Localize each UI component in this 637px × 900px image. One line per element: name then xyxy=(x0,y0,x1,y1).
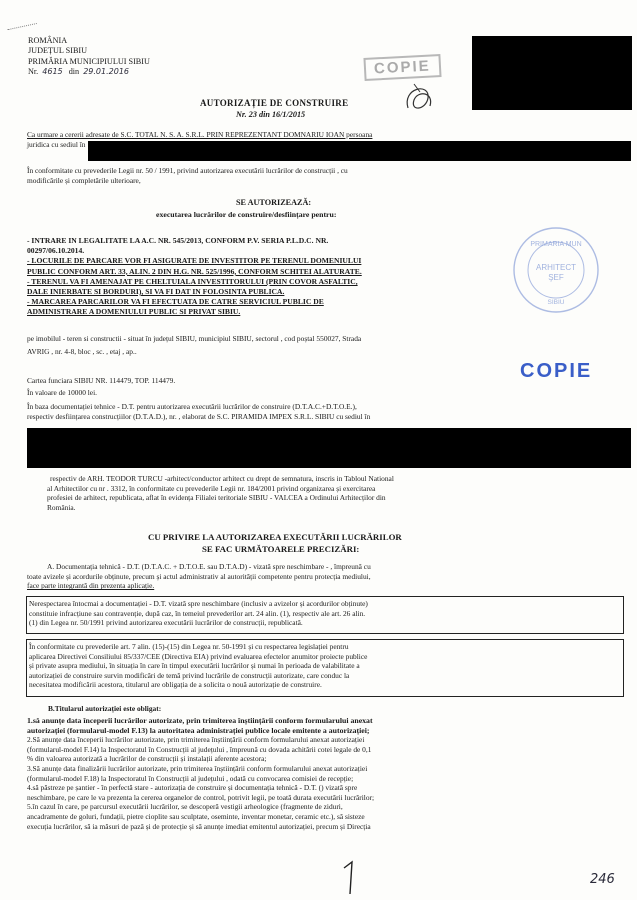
section-b-line: neschimbare, pe care le va prezenta la cererea organelor de control, potrivit legii, pe toată durata executării lucrărilor; xyxy=(27,792,375,802)
header-institution: PRIMĂRIA MUNICIPIULUI SIBIU xyxy=(28,56,150,66)
box2-line: necesitatea modificării acestora, titularul are obligația de a solicita o nouă autorizație de construire. xyxy=(29,680,322,690)
works-list xyxy=(27,236,362,318)
cadastre-line: În valoare de 10000 lei. xyxy=(27,387,97,397)
section-b-line: % din valoarea autorizată a lucrărilor de construcții și instalații aferente acestora; xyxy=(27,754,267,764)
section-a xyxy=(27,562,371,591)
header-county: JUDEȚUL SIBIU xyxy=(28,46,88,56)
document-title: AUTORIZAȚIE DE CONSTRUIRE xyxy=(200,98,349,108)
section-a-line: toate avizele și acordurile obținute, precum și actul administrativ al autorității competente pentru protecția mediului, xyxy=(27,571,371,581)
section-a-line: A. Documentația tehnică - D.T. (D.T.A.C. + D.T.O.E. sau D.T.A.D) - vizată spre neschimbare - , împreună cu xyxy=(47,562,371,571)
works-line: 00297/06.10.2014. xyxy=(27,246,85,256)
intro-line: modificările și completările ulterioare, xyxy=(27,175,141,185)
works-line: - TERENUL VA FI AMENAJAT PE CHELTUIALA INVESTITORULUI (PRIN COVOR ASFALTIC, xyxy=(27,276,358,286)
architect-line: România. xyxy=(47,502,76,512)
section-b-line: 1.să anunțe data începerii lucrărilor autorizate, prin trimiterea înștiințării conform formularului anexat xyxy=(27,716,373,725)
documentation-paragraph xyxy=(27,402,370,421)
works-line: DALE INIERBATE SI BORDURI), SI VA FI DAT IN FOLOSINTA PUBLICA. xyxy=(27,287,285,297)
svg-text:ŞEF: ŞEF xyxy=(548,273,564,282)
architect-line: al Arhitectilor cu nr . 3312, în conformitate cu prevederile Legii nr. 184/2001 privind organizarea și exercitarea xyxy=(47,483,376,493)
din-label: din xyxy=(68,67,80,77)
architect-round-stamp xyxy=(510,224,602,316)
warning-box-1 xyxy=(26,596,624,634)
svg-text:SIBIU: SIBIU xyxy=(547,299,565,306)
works-line: - LOCURILE DE PARCARE VOR FI ASIGURATE DE INVESTITOR PE TERENUL DOMENIULUI xyxy=(27,256,362,266)
page-number: 246 xyxy=(590,872,615,887)
documentation-line: respectiv desființarea construcțiilor (D.T.A.D.), nr. , elaborat de S.C. PIRAMIDA IMPEX S.R.L. SIBIU cu sediul în xyxy=(27,411,371,421)
works-line: - MARCAREA PARCARILOR VA FI EFECTUATA DE CATRE SERVICIUL PUBLIC DE xyxy=(27,297,324,307)
box2-line: În conformitate cu prevederile art. 7 alin. (15)-(15) din Legea nr. 50-1991 și cu respectarea legislației pentru xyxy=(29,642,349,651)
copie-stamp-gray: COPIE xyxy=(363,54,441,81)
precizari-heading-line1: CU PRIVIRE LA AUTORIZAREA EXECUTĂRII LUCRĂRILOR xyxy=(148,532,402,542)
works-line: - INTRARE IN LEGALITATE LA A.C. NR. 545/2013, CONFORM P.V. SERIA P.L.D.C. NR. xyxy=(27,236,329,245)
din-value: 29.01.2016 xyxy=(83,67,130,77)
property-paragraph xyxy=(27,334,361,356)
section-a-line: face parte integrantă din prezenta aplicație. xyxy=(27,581,155,591)
section-b-line: ancadramente de goluri, fundații, pietre cioplite sau sculptate, oseminte, inventar monetar, ceramic etc.), să sisteze xyxy=(27,811,365,821)
cadastre-paragraph xyxy=(27,376,175,397)
works-line: ADMINISTRARE A DOMENIULUI PUBLIC SI PRIVAT SIBIU. xyxy=(27,307,241,317)
redaction-applicant-address xyxy=(88,141,631,161)
box1-line: Nerespectarea întocmai a documentației - D.T. vizată spre neschimbare (inclusiv a avizelor și acordurilor obținute) xyxy=(29,599,368,608)
documentation-line: În baza documentației tehnice - D.T. pentru autorizarea executării lucrărilor de construire (D.T.A.C.+D.T.O.E.), xyxy=(27,402,357,411)
box2-line: aplicarea Directivei Consiliului 85/337/CEE (Directiva EIA) privind evaluarea efectelor anumitor proiecte publice xyxy=(29,651,368,661)
header-country: ROMÂNIA xyxy=(28,36,68,45)
nr-label: Nr. xyxy=(28,67,39,77)
copie-stamp-blue: COPIE xyxy=(520,360,593,382)
section-b-line: autorizației (formularul-model F.13) la autoritatea administrației publice locale emitente a autorizației; xyxy=(27,725,370,735)
cadastre-line: Cartea funciara SIBIU NR. 114479, TOP. 114479. xyxy=(27,376,176,385)
box1-line: constituie infracțiune sau contravenție, după caz, în temeiul prevederilor art. 24 alin. (1), respectiv ale art. 26 alin. xyxy=(29,608,366,618)
section-b-line: 3.Să anunțe data finalizării lucrărilor autorizate, prin trimiterea înștiințării conform formularului anexat autorizației xyxy=(27,763,368,773)
svg-text:ARHITECT: ARHITECT xyxy=(536,263,576,272)
se-autorizeaza-heading: SE AUTORIZEAZĂ: xyxy=(236,198,312,207)
section-b-line: (formularul-model F.18) la Inspectoratul în Construcții al județului , odată cu convocarea comisiei de recepție; xyxy=(27,773,354,783)
box2-line: și private asupra mediului, în situația în care în timpul executării lucrărilor și numai în perioada de valabilitate a xyxy=(29,661,360,671)
box2-line: autorizației de construire survin modificări de temă privind lucrările de construcții autorizate, care conduc la xyxy=(29,670,350,680)
architect-line: profesiei de arhitect, republicata, aflat în evidența Filialei teritoriale SIBIU - VALCEA a Ordinului Arhitecților din xyxy=(47,493,386,503)
precizari-heading-line2: SE FAC URMĂTOARELE PRECIZĂRI: xyxy=(202,544,360,554)
intro-line: juridica cu sediul în xyxy=(27,139,86,149)
property-line: pe imobilul - teren si constructii - situat în județul SIBIU, municipiul SIBIU, sectorul , cod poștal 550027, Strada xyxy=(27,334,362,343)
section-b-line: 2.Să anunțe data începerii lucrărilor autorizate, prin trimiterea înștiințării conform formularului anexat autorizației xyxy=(27,735,365,745)
law-reference xyxy=(27,166,348,185)
intro-line: Ca urmare a cererii adresate de S.C. TOTAL N. S. A. S.R.L. PRIN REPREZENTANT DOMNARIU IOAN persoana xyxy=(27,130,373,139)
nr-value: 4615 xyxy=(42,67,63,77)
property-line: AVRIG , nr. 4-8, bloc , sc. , etaj , ap.. xyxy=(27,346,137,356)
signature-mark-top xyxy=(400,78,440,118)
section-b-line: (formularul-model F.14) la Inspectoratul în Construcții al județului , împreună cu dovada achitării cotei legale de 0,1 xyxy=(27,744,372,754)
section-b-heading: B.Titularul autorizației este obligat: xyxy=(48,704,162,713)
section-b-line: execuția lucrărilor, să ia măsuri de pază și de protecție și să anunțe imediat emitentul autorizației, precum și Direcția xyxy=(27,821,371,831)
architect-paragraph xyxy=(47,474,394,512)
registration-line xyxy=(28,67,150,77)
redaction-top-right xyxy=(472,36,632,110)
header-block xyxy=(28,36,150,78)
box1-line: (1) din Legea nr. 50/1991 privind autorizarea executării lucrărilor de construcții, republicată. xyxy=(29,618,303,628)
architect-line: respectiv de ARH. TEODOR TURCU -arhitect/conductor arhitect cu drept de semnatura, inscris in Tabloul National xyxy=(50,474,394,483)
section-b-line: 4.să păstreze pe șantier - în perfectă stare - autorizația de construire și documentația tehnică - D.T. () vizată spre xyxy=(27,783,358,793)
section-b-list xyxy=(27,716,374,831)
intro-line: În conformitate cu prevederile Legii nr. 50 / 1991, privind autorizarea executării lucrărilor de construcții , cu xyxy=(27,166,348,175)
redaction-designer-address xyxy=(27,428,631,468)
se-autorizeaza-subheading: executarea lucrărilor de construire/desființare pentru: xyxy=(156,210,337,219)
warning-box-2 xyxy=(26,639,624,697)
authorization-number: Nr. 23 din 16/1/2015 xyxy=(236,110,306,119)
page-initial-mark xyxy=(338,858,362,898)
works-line: PUBLIC CONFORM ART. 33, ALIN. 2 DIN H.G. NR. 525/1996, CONFORM SCHITEI ALATURATE. xyxy=(27,266,362,276)
svg-text:PRIMARIA MUN: PRIMARIA MUN xyxy=(530,241,582,248)
section-b-line: 5.în cazul în care, pe parcursul executării lucrărilor, se descoperă vestigii arheologice (fragmente de ziduri, xyxy=(27,802,343,812)
